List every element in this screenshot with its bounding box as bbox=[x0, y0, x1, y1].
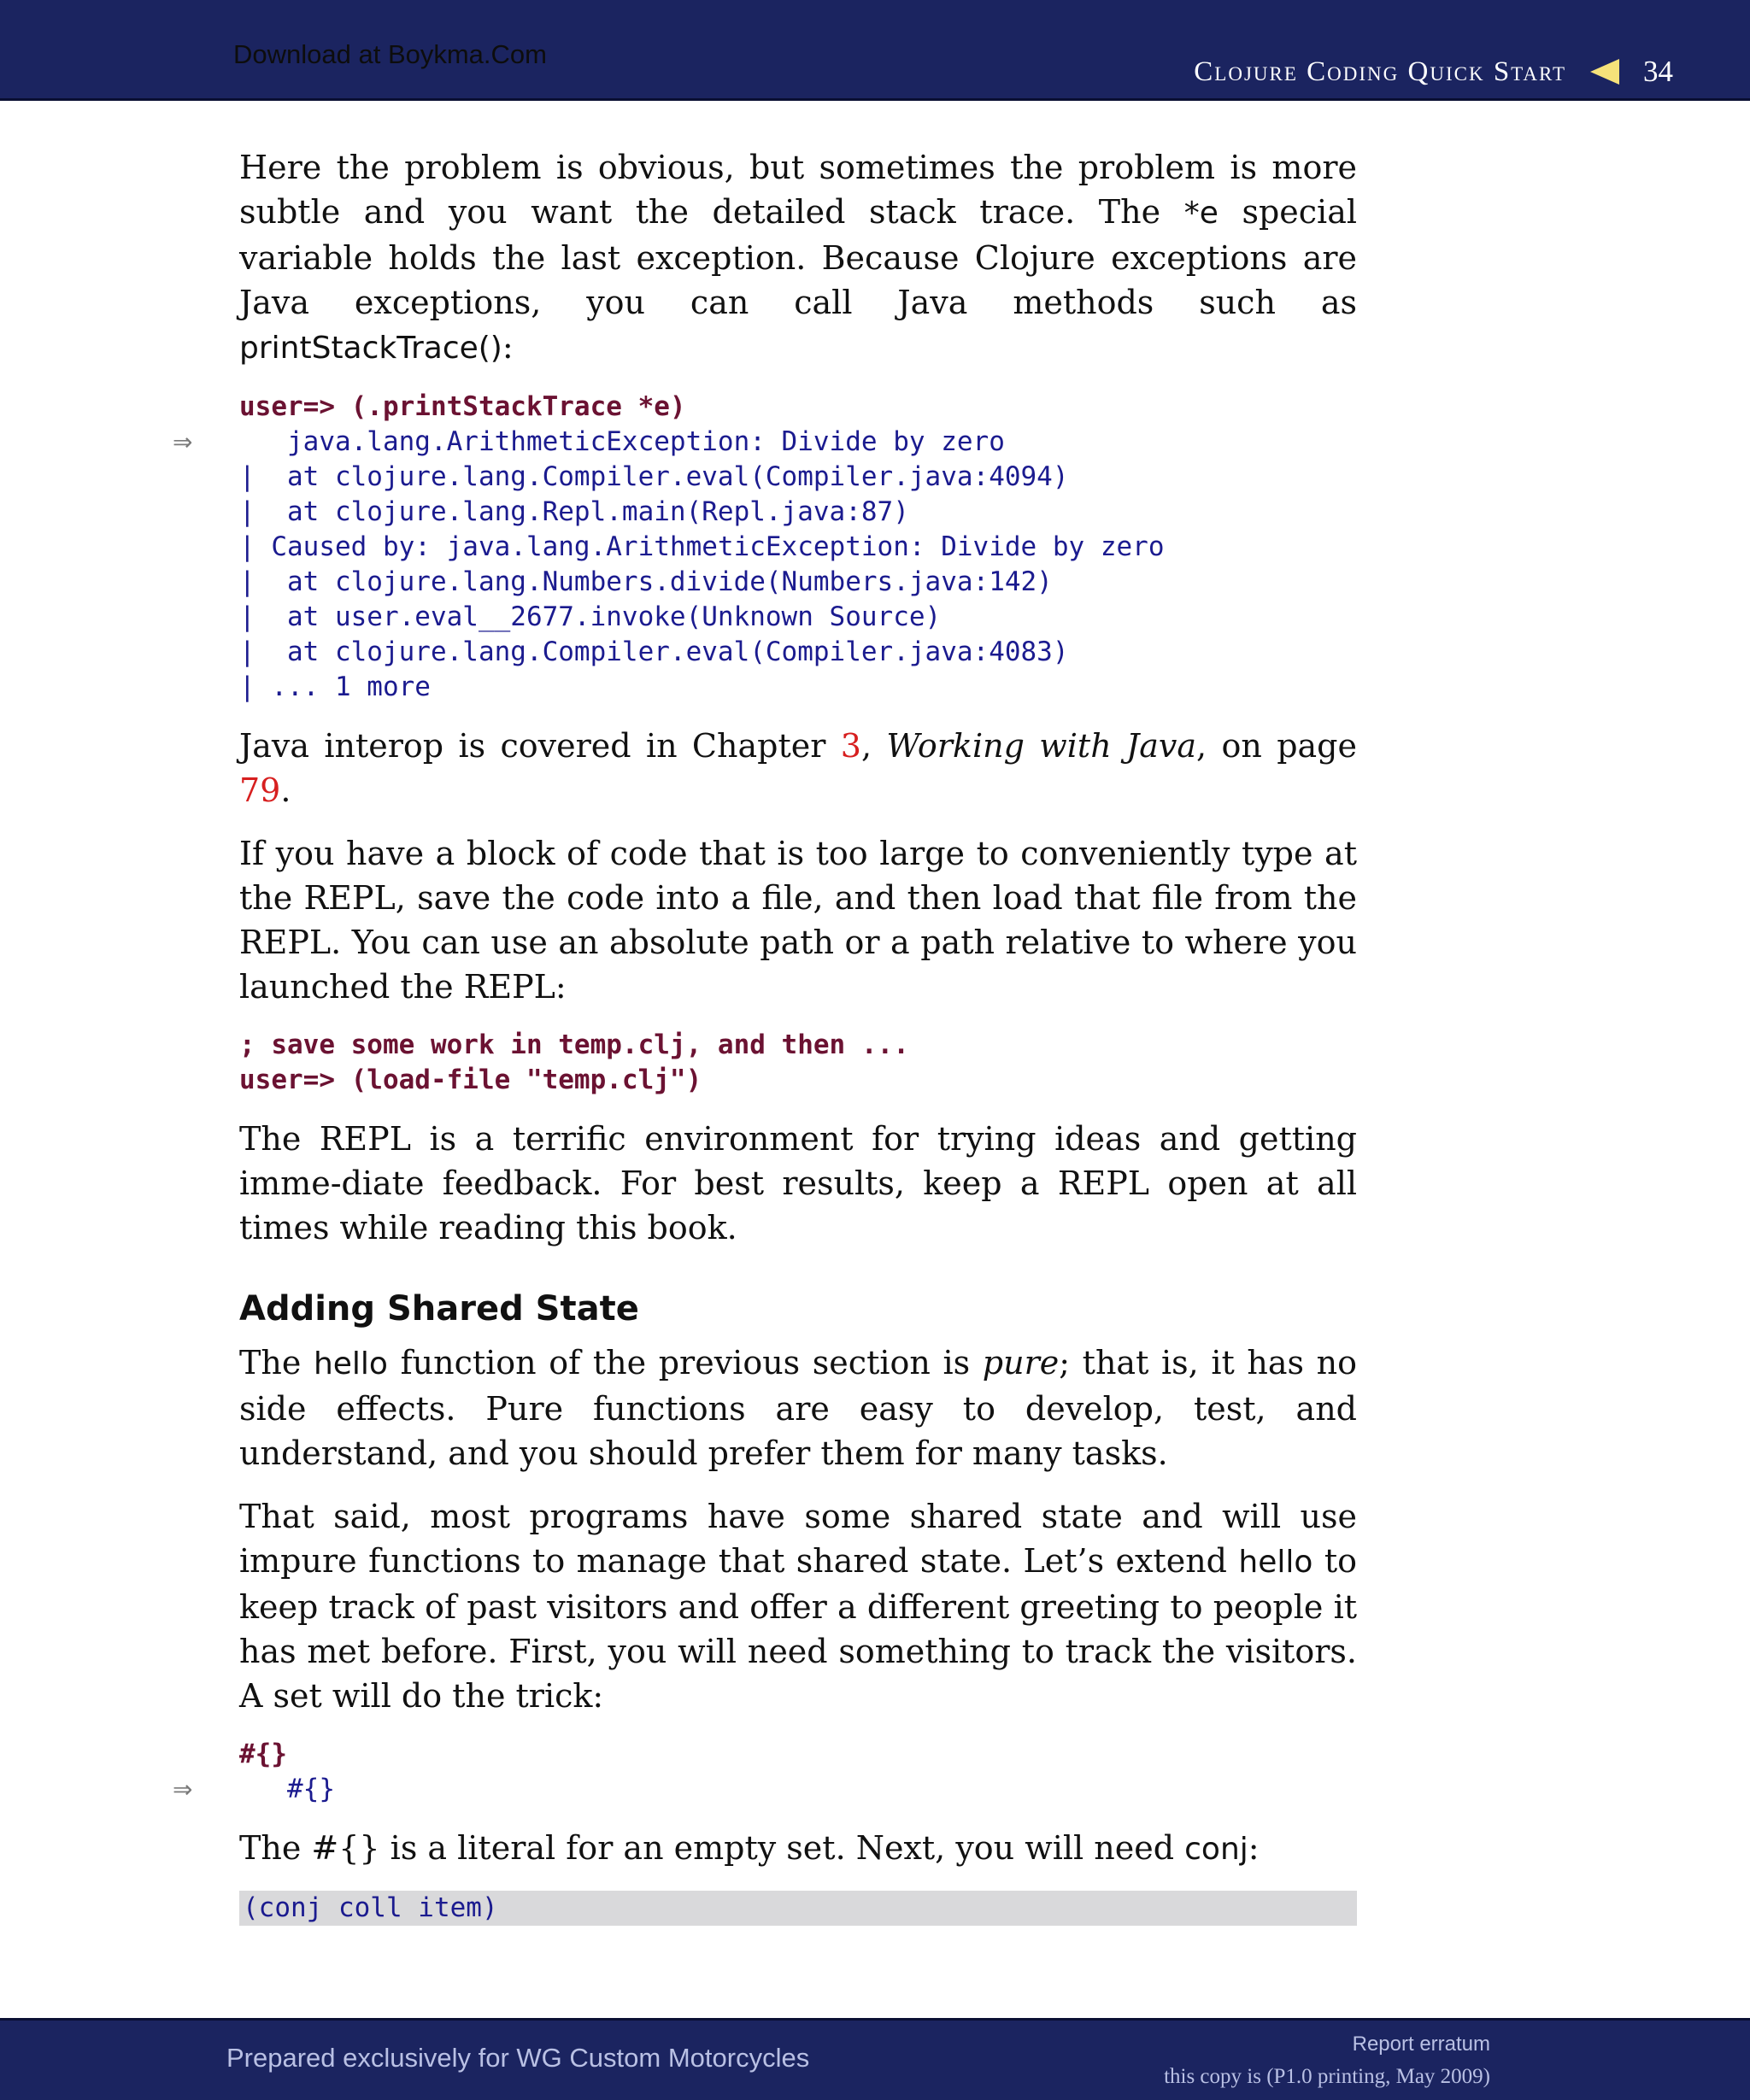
code-block-empty-set bbox=[173, 1737, 1357, 1807]
code-line: | at user.eval__2677.invoke(Unknown Source) bbox=[239, 601, 942, 632]
chapter-title: Clojure Coding Quick Start bbox=[1194, 56, 1566, 87]
code-line: #{} bbox=[239, 1739, 287, 1769]
text: special variable holds the last exception. Because Clojure exceptions are Java exceptions, you can call Java methods such as bbox=[239, 193, 1357, 321]
text: function of the previous section is bbox=[387, 1344, 983, 1381]
text: ; that is, it has no side effects. Pure functions are easy to develop, test, and understand, and you should prefer them for many tasks. bbox=[239, 1344, 1358, 1472]
inline-code-e: *e bbox=[1183, 196, 1219, 231]
inline-code-hello: hello bbox=[1238, 1545, 1313, 1580]
prepared-for-text: Prepared exclusively for WG Custom Motorcycles bbox=[226, 2043, 810, 2073]
text: The bbox=[239, 1344, 314, 1381]
inline-code-hello: hello bbox=[313, 1346, 388, 1381]
report-erratum-link[interactable]: Report erratum bbox=[1352, 2033, 1490, 2056]
code-signature-conj: (conj coll item) bbox=[239, 1891, 1357, 1926]
output-arrow-icon: ⇒ bbox=[173, 428, 193, 456]
text: : bbox=[1248, 1829, 1260, 1867]
page-header bbox=[0, 0, 1750, 101]
inline-code-conj: conj bbox=[1184, 1832, 1248, 1867]
text: The #{} is a literal for an empty set. Next, you will need bbox=[239, 1829, 1185, 1867]
page-body bbox=[173, 145, 1358, 1926]
code-line: | Caused by: java.lang.ArithmeticException: Divide by zero bbox=[239, 531, 1165, 562]
paragraph-pure bbox=[239, 1340, 1357, 1475]
page-number: 34 bbox=[1643, 55, 1673, 88]
text: , bbox=[860, 727, 887, 765]
inline-code-method: printStackTrace() bbox=[239, 331, 502, 366]
chapter-link[interactable]: 3 bbox=[840, 727, 861, 765]
emphasis-pure: pure bbox=[982, 1344, 1060, 1381]
code-line: | at clojure.lang.Compiler.eval(Compiler.java:4094) bbox=[239, 461, 1069, 492]
text: : bbox=[502, 328, 514, 366]
code-line: | at clojure.lang.Repl.main(Repl.java:87) bbox=[239, 496, 909, 527]
paragraph-load-file: If you have a block of code that is too large to conveniently type at the REPL, save the code into a file, and then load that file from the REPL. You can use an absolute path or a path relative to where you launched the REPL: bbox=[239, 835, 1357, 1006]
page-footer bbox=[0, 2018, 1750, 2100]
code-line: | at clojure.lang.Numbers.divide(Numbers.java:142) bbox=[239, 566, 1053, 597]
paragraph-repl: The REPL is a terrific environment for trying ideas and getting imme-diate feedback. For best results, keep a REPL open at all times while reading this book. bbox=[239, 1120, 1357, 1247]
code-block-load-file bbox=[239, 1028, 1357, 1098]
code-block-stack-trace bbox=[173, 390, 1357, 705]
paragraph-stack-trace bbox=[239, 145, 1357, 371]
code-line: | ... 1 more bbox=[239, 672, 431, 702]
code-line: user=> (.printStackTrace *e) bbox=[239, 391, 686, 422]
chapter-title-ref: Working with Java bbox=[886, 727, 1197, 765]
code-line: | at clojure.lang.Compiler.eval(Compiler.java:4083) bbox=[239, 636, 1069, 667]
text: Here the problem is obvious, but sometimes the problem is more subtle and you want the detailed stack trace. The bbox=[239, 149, 1357, 231]
code-line bbox=[173, 425, 1357, 460]
paragraph-java-interop bbox=[239, 724, 1357, 812]
code-text: java.lang.ArithmeticException: Divide by zero bbox=[239, 426, 1005, 457]
code-line: user=> (load-file "temp.clj") bbox=[239, 1065, 702, 1095]
paragraph-conj bbox=[239, 1826, 1357, 1872]
running-title bbox=[1194, 55, 1673, 89]
copy-info: this copy is (P1.0 printing, May 2009) bbox=[1164, 2065, 1490, 2088]
paragraph-shared-state bbox=[239, 1494, 1357, 1718]
text: , on page bbox=[1196, 727, 1357, 765]
text: That said, most programs have some shared state and will use impure functions to manage that shared state. Let’s extend bbox=[239, 1498, 1357, 1580]
text: to keep track of past visitors and offer a different greeting to people it has met before. First, you will need something to track the visitors. A set will do the trick: bbox=[239, 1542, 1357, 1715]
text: . bbox=[280, 771, 291, 809]
text: Java interop is covered in Chapter bbox=[239, 727, 841, 765]
section-heading: Adding Shared State bbox=[239, 1289, 639, 1329]
code-text: #{} bbox=[239, 1774, 335, 1804]
code-line bbox=[173, 1772, 1357, 1807]
back-arrow-icon[interactable] bbox=[1590, 59, 1619, 85]
download-watermark: Download at Boykma.Com bbox=[233, 39, 547, 69]
code-line: ; save some work in temp.clj, and then ... bbox=[239, 1029, 909, 1060]
page-link[interactable]: 79 bbox=[239, 771, 281, 809]
output-arrow-icon: ⇒ bbox=[173, 1775, 193, 1804]
